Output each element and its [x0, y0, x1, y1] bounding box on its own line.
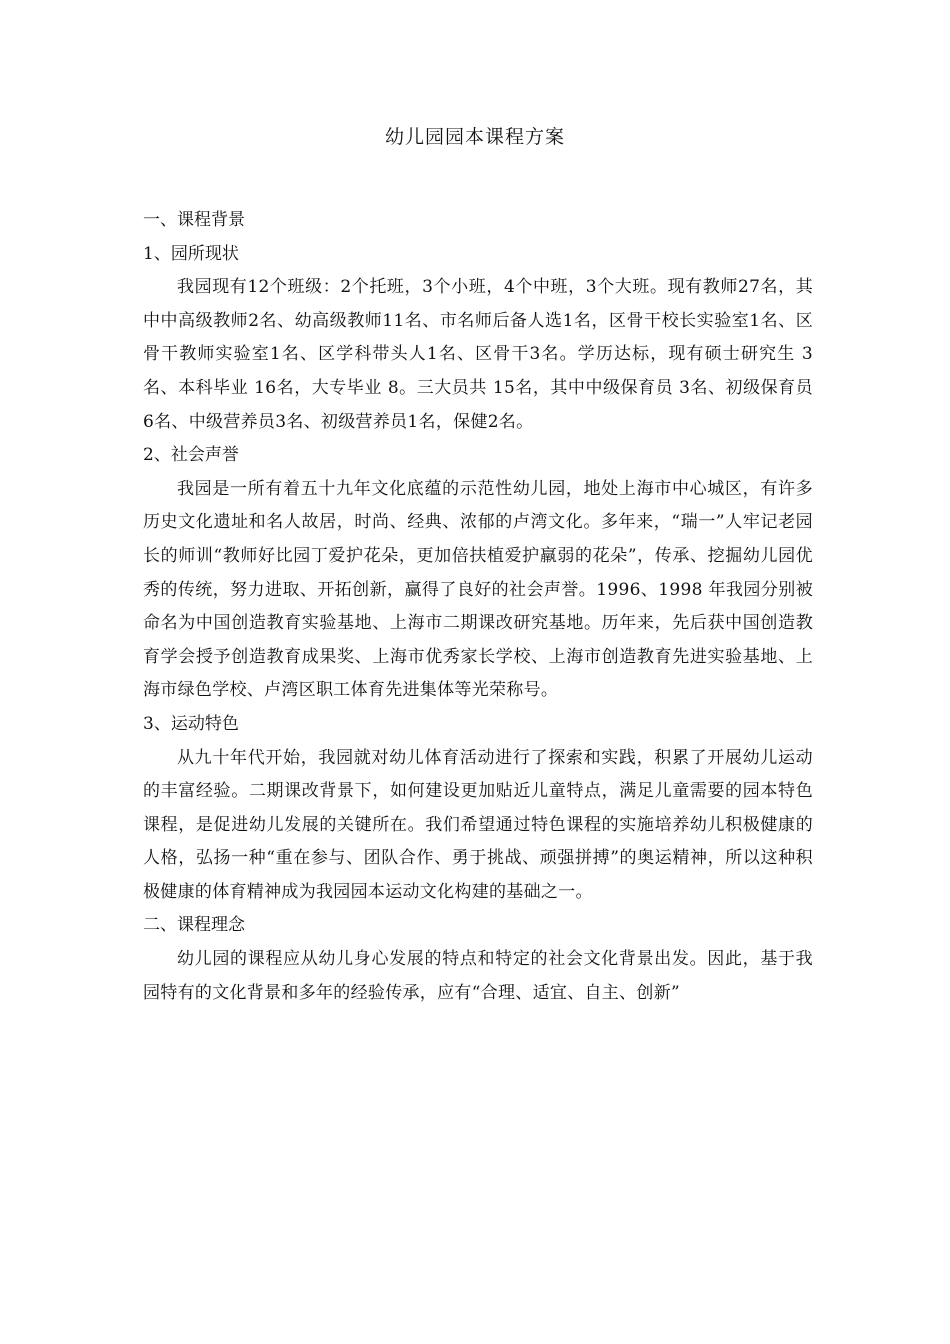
section-heading-background: 一、课程背景 — [143, 210, 245, 230]
paragraph-sports: 从九十年代开始，我园就对幼儿体育活动进行了探索和实践，积累了开展幼儿运动的丰富经验。二期课改背景下，如何建设更加贴近儿童特点，满足儿童需要的园本特色课程，是促进幼儿发展的关键所在。我们希望通过特色课程的实施培养幼儿积极健康的人格，弘扬一种“重在参与、团队合作、勇于挑战、顽强拼搏”的奥运精神，所以这种积极健康的体育精神成为我园园本运动文化构建的基础之一。 — [143, 747, 813, 902]
paragraph-status: 我园现有12个班级：2个托班，3个小班，4个中班，3个大班。现有教师27名，其中中高级教师2名、幼高级教师11名、市名师后备人选1名，区骨干校长实验室1名、区骨干教师实验室1名、区学科带头人1名、区骨干3名。学历达标，现有硕士研究生 3名、本科毕业 16名，大专毕业 8。三大员共 15名，其中中级保育员 3名、初级保育员6名、中级营养员3名、初级营养员1名，保健2名。 — [143, 277, 813, 432]
document-body — [143, 204, 813, 1010]
document-title: 幼儿园园本课程方案 — [384, 126, 565, 148]
paragraph-reputation: 我园是一所有着五十九年文化底蕴的示范性幼儿园，地处上海市中心城区，有许多历史文化遗址和名人故居，时尚、经典、浓郁的卢湾文化。多年来，“瑞一”人牢记老园长的师训“教师好比园丁爱护花朵，更加倍扶植爱护羸弱的花朵”，传承、挖掘幼儿园优秀的传统，努力进取、开拓创新，赢得了良好的社会声誉。1996、1998 年我园分别被命名为中国创造教育实验基地、上海市二期课改研究基地。历年来，先后获中国创造教育学会授予创造教育成果奖、上海市优秀家长学校、上海市创造教育先进实验基地、上海市绿色学校、卢湾区职工体育先进集体等光荣称号。 — [143, 478, 813, 701]
subsection-heading-status: 1、园所现状 — [143, 243, 239, 264]
paragraph-philosophy: 幼儿园的课程应从幼儿身心发展的特点和特定的社会文化背景出发。因此，基于我园特有的文化背景和多年的经验传承，应有“合理、适宜、自主、创新” — [143, 949, 813, 1003]
subsection-heading-sports: 3、运动特色 — [143, 713, 239, 734]
subsection-heading-reputation: 2、社会声誉 — [143, 445, 239, 466]
section-heading-philosophy: 二、课程理念 — [143, 915, 245, 936]
